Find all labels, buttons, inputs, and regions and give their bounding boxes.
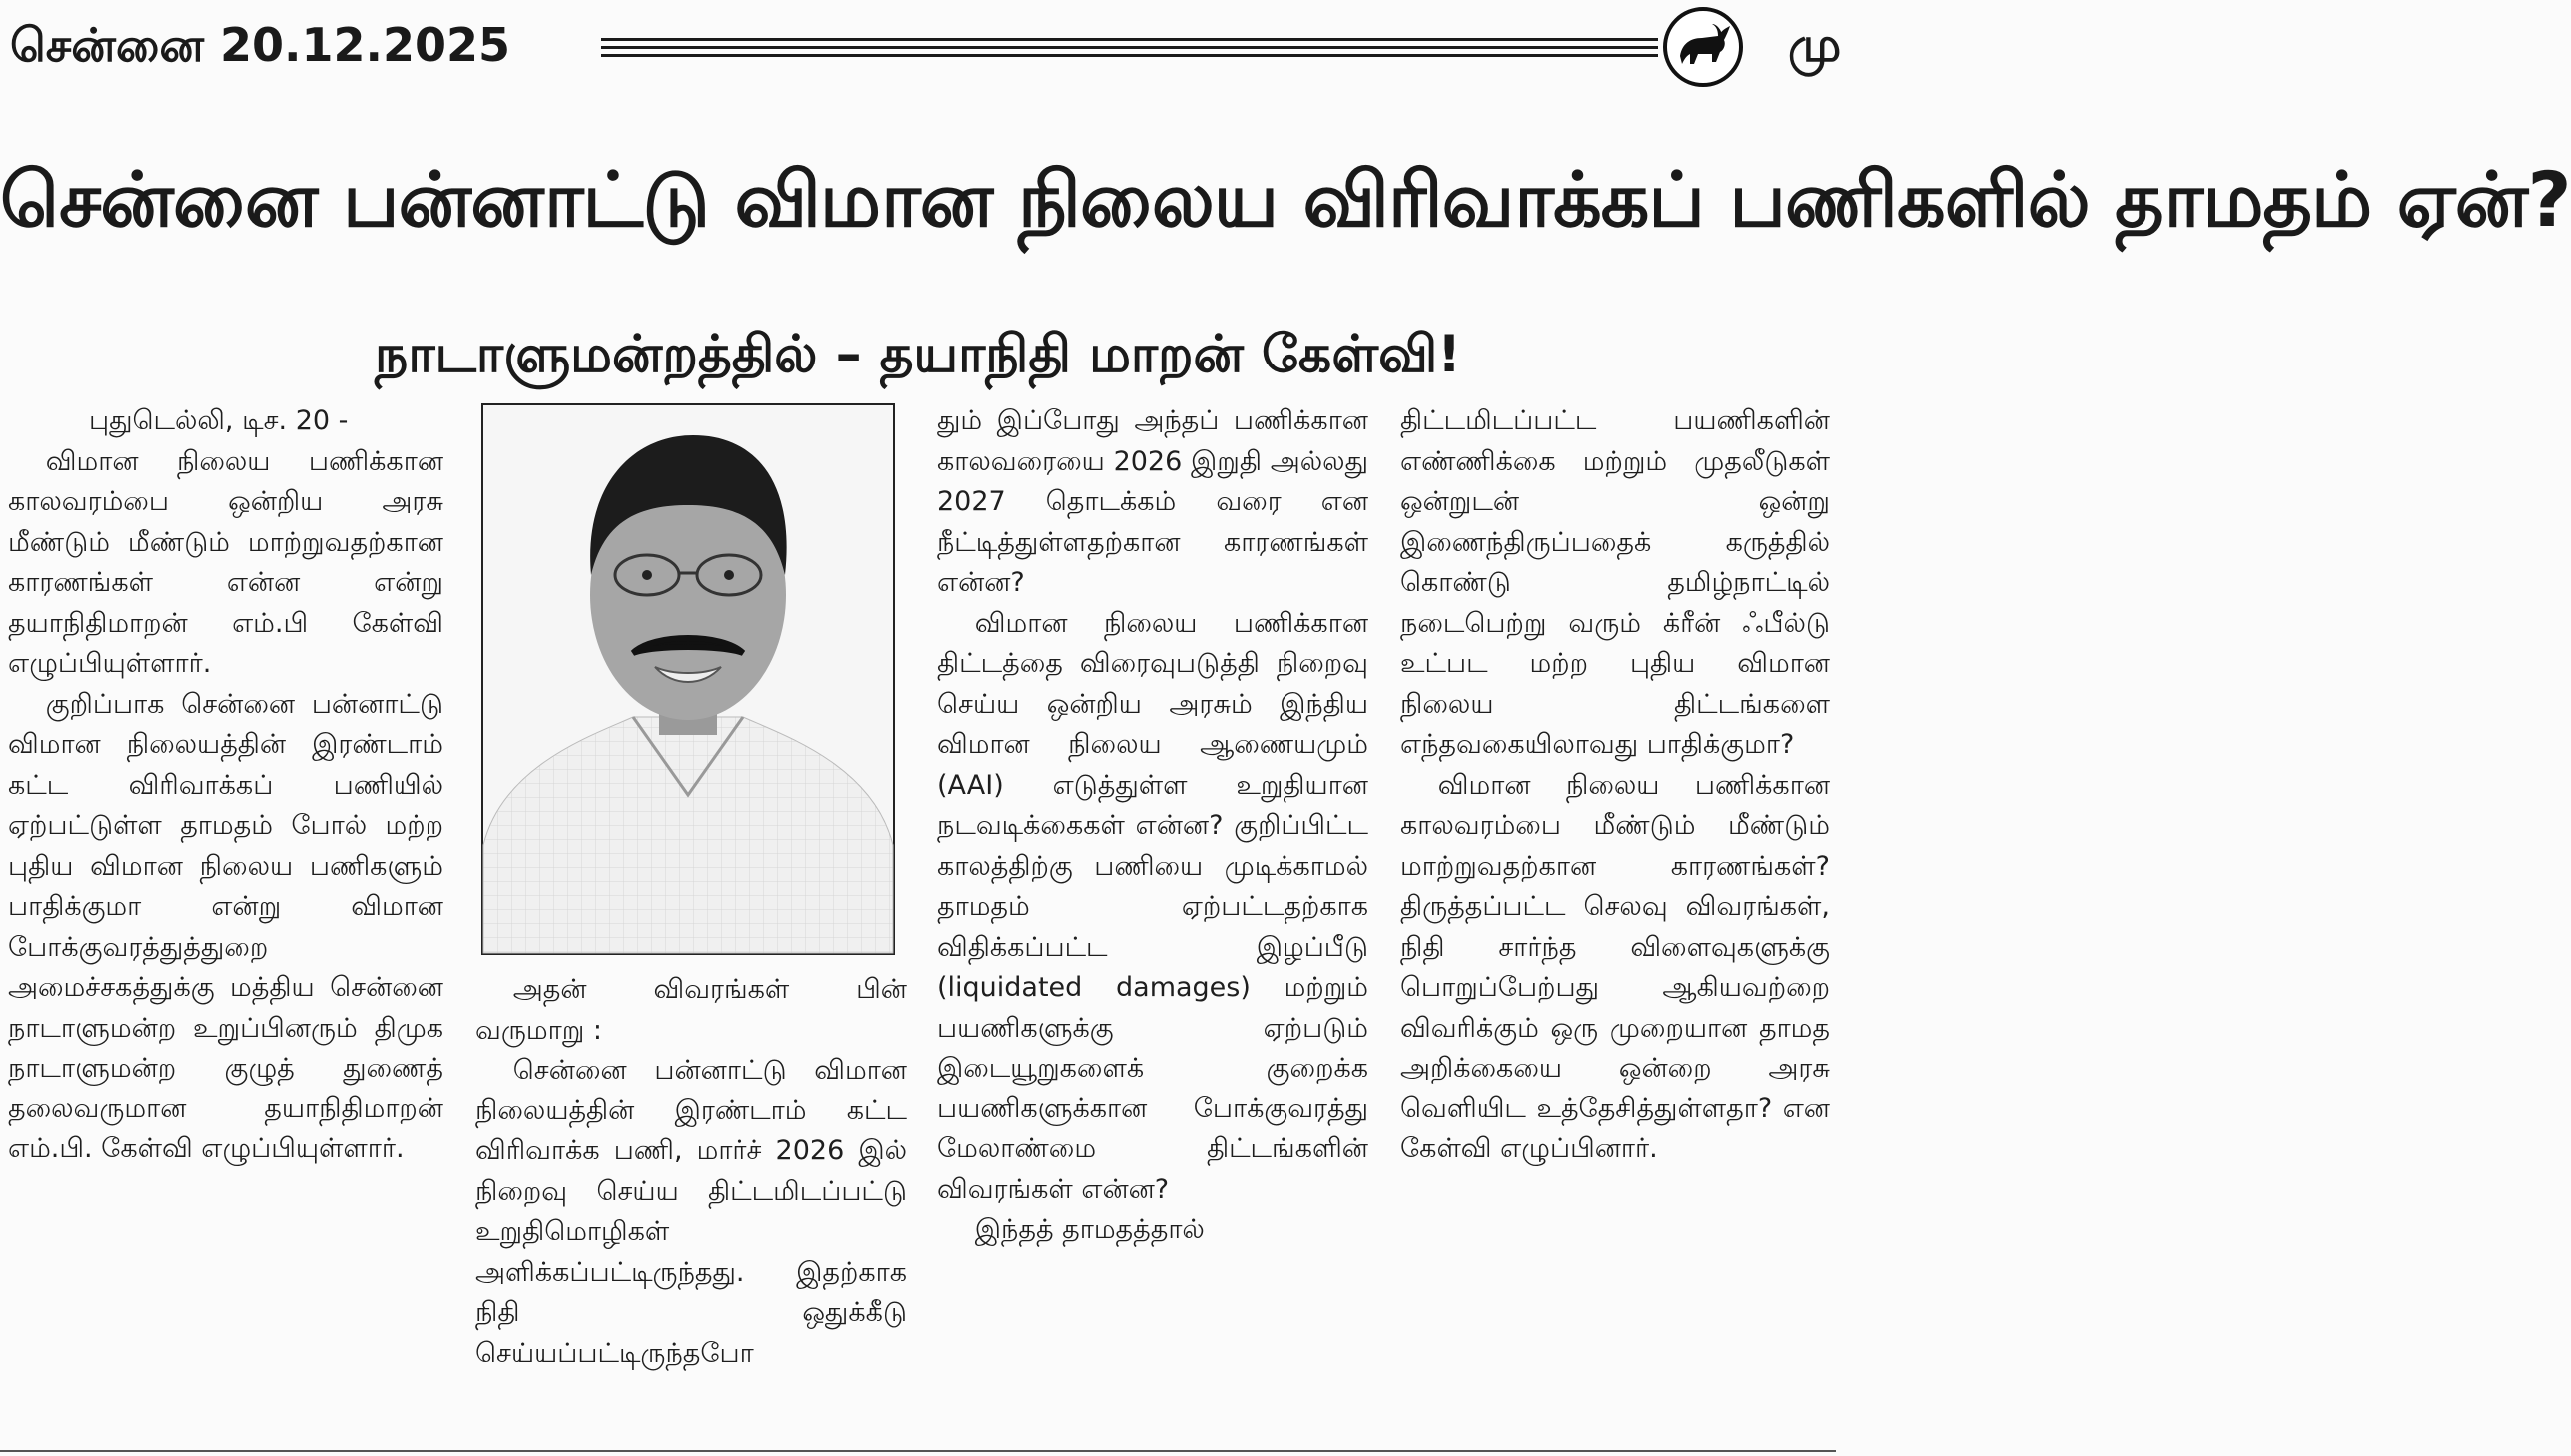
article-paragraph: தும் இப்போது அந்தப் பணிக்கான காலவரையை 2026 இறுதி அல்லது 2027 தொடக்கம் வரை என நீட்டித்துள்ளதற்கான காரணங்கள் என்ன? (937, 405, 1368, 598)
article-paragraph: புதுடெல்லி, டிச. 20 - (89, 405, 349, 436)
masthead-rule (601, 46, 1658, 49)
article-column-2 (475, 970, 907, 1374)
dateline: சென்னை 20.12.2025 (10, 18, 511, 72)
masthead-rule (601, 38, 1658, 41)
article-paragraph: விமான நிலைய பணிக்கான காலவரம்பை மீண்டும் மீண்டும் மாற்றுவதற்கான காரணங்கள்? திருத்தப்பட்ட செலவு விவரங்கள், நிதி சார்ந்த விளைவுகளுக்கு பொறுப்பேற்பது ஆகியவற்றை விவரிக்கும் ஒரு முறையான தாமத அறிக்கையை ஒன்றை அரசு வெளியிட உத்தேசித்துள்ளதா? என கேள்வி எழுப்பினார். (1400, 769, 1830, 1164)
article-paragraph: விமான நிலைய பணிக்கான காலவரம்பை ஒன்றிய அரசு மீண்டும் மீண்டும் மாற்றுவதற்கான காரணங்கள் என்ன என்று தயாநிதிமாறன் எம்.பி கேள்வி எழுப்பியுள்ளார். (8, 445, 443, 679)
article-paragraph: குறிப்பாக சென்னை பன்னாட்டு விமான நிலையத்தின் இரண்டாம் கட்ட விரிவாக்கப் பணியில் ஏற்பட்டுள்ள தாமதம் போல் மற்ற புதிய விமான நிலைய பணிகளும் பாதிக்குமா என்று விமான போக்குவரத்துத்துறை அமைச்சகத்துக்கு மத்திய சென்னை நாடாளுமன்ற உறுப்பினரும் திமுக நாடாளுமன்ற குழுத் துணைத் தலைவருமான தயாநிதிமாறன் எம்.பி. கேள்வி எழுப்பியுள்ளார். (8, 688, 443, 1164)
masthead-rule (601, 54, 1658, 57)
headline: சென்னை பன்னாட்டு விமான நிலைய விரிவாக்கப் பணிகளில் தாமதம் ஏன்? (0, 155, 2571, 244)
article-column-3 (937, 401, 1368, 1251)
page-bottom-rule (0, 1450, 1836, 1452)
subheadline: நாடாளுமன்றத்தில் – தயாநிதி மாறன் கேள்வி! (375, 325, 1461, 384)
article-column-4 (1400, 401, 1830, 1170)
portrait-photo-icon (481, 403, 895, 955)
masthead (0, 0, 1842, 96)
article-paragraph: இந்தத் தாமதத்தால் (974, 1214, 1205, 1245)
article-column-1 (8, 401, 443, 1170)
newspaper-name: மு (1788, 17, 1842, 73)
article-paragraph: விமான நிலைய பணிக்கான திட்டத்தை விரைவுபடுத்தி நிறைவு செய்ய ஒன்றிய அரசும் இந்திய விமான நிலைய ஆணையமும் (AAI) எடுத்துள்ள உறுதியான நடவடிக்கைகள் என்ன? குறிப்பிட்ட காலத்திற்கு பணியை முடிக்காமல் தாமதம் ஏற்பட்டதற்காக விதிக்கப்பட்ட இழப்பீடு (liquidated damages) மற்றும் பயணிகளுக்கு ஏற்படும் இடையூறுகளைக் குறைக்க பயணிகளுக்கான போக்குவரத்து மேலாண்மை திட்டங்களின் விவரங்கள் என்ன? (937, 607, 1368, 1205)
article-paragraph: சென்னை பன்னாட்டு விமான நிலையத்தின் இரண்டாம் கட்ட விரிவாக்க பணி, மார்ச் 2026 இல் நிறைவு செய்ய திட்டமிடப்பட்டு உறுதிமொழிகள் அளிக்கப்பட்டிருந்தது. இதற்காக நிதி ஒதுக்கீடு செய்யப்பட்டிருந்தபோ (475, 1055, 907, 1369)
bull-emblem-icon (1660, 4, 1746, 90)
article-paragraph: அதன் விவரங்கள் பின் வருமாறு : (475, 974, 907, 1046)
article-paragraph: திட்டமிடப்பட்ட பயணிகளின் எண்ணிக்கை மற்றும் முதலீடுகள் ஒன்றுடன் ஒன்று இணைந்திருப்பதைக் கருத்தில் கொண்டு தமிழ்நாட்டில் நடைபெற்று வரும் க்ரீன் ஃபீல்டு உட்பட மற்ற புதிய விமான நிலைய திட்டங்களை எந்தவகையிலாவது பாதிக்குமா? (1400, 405, 1830, 760)
